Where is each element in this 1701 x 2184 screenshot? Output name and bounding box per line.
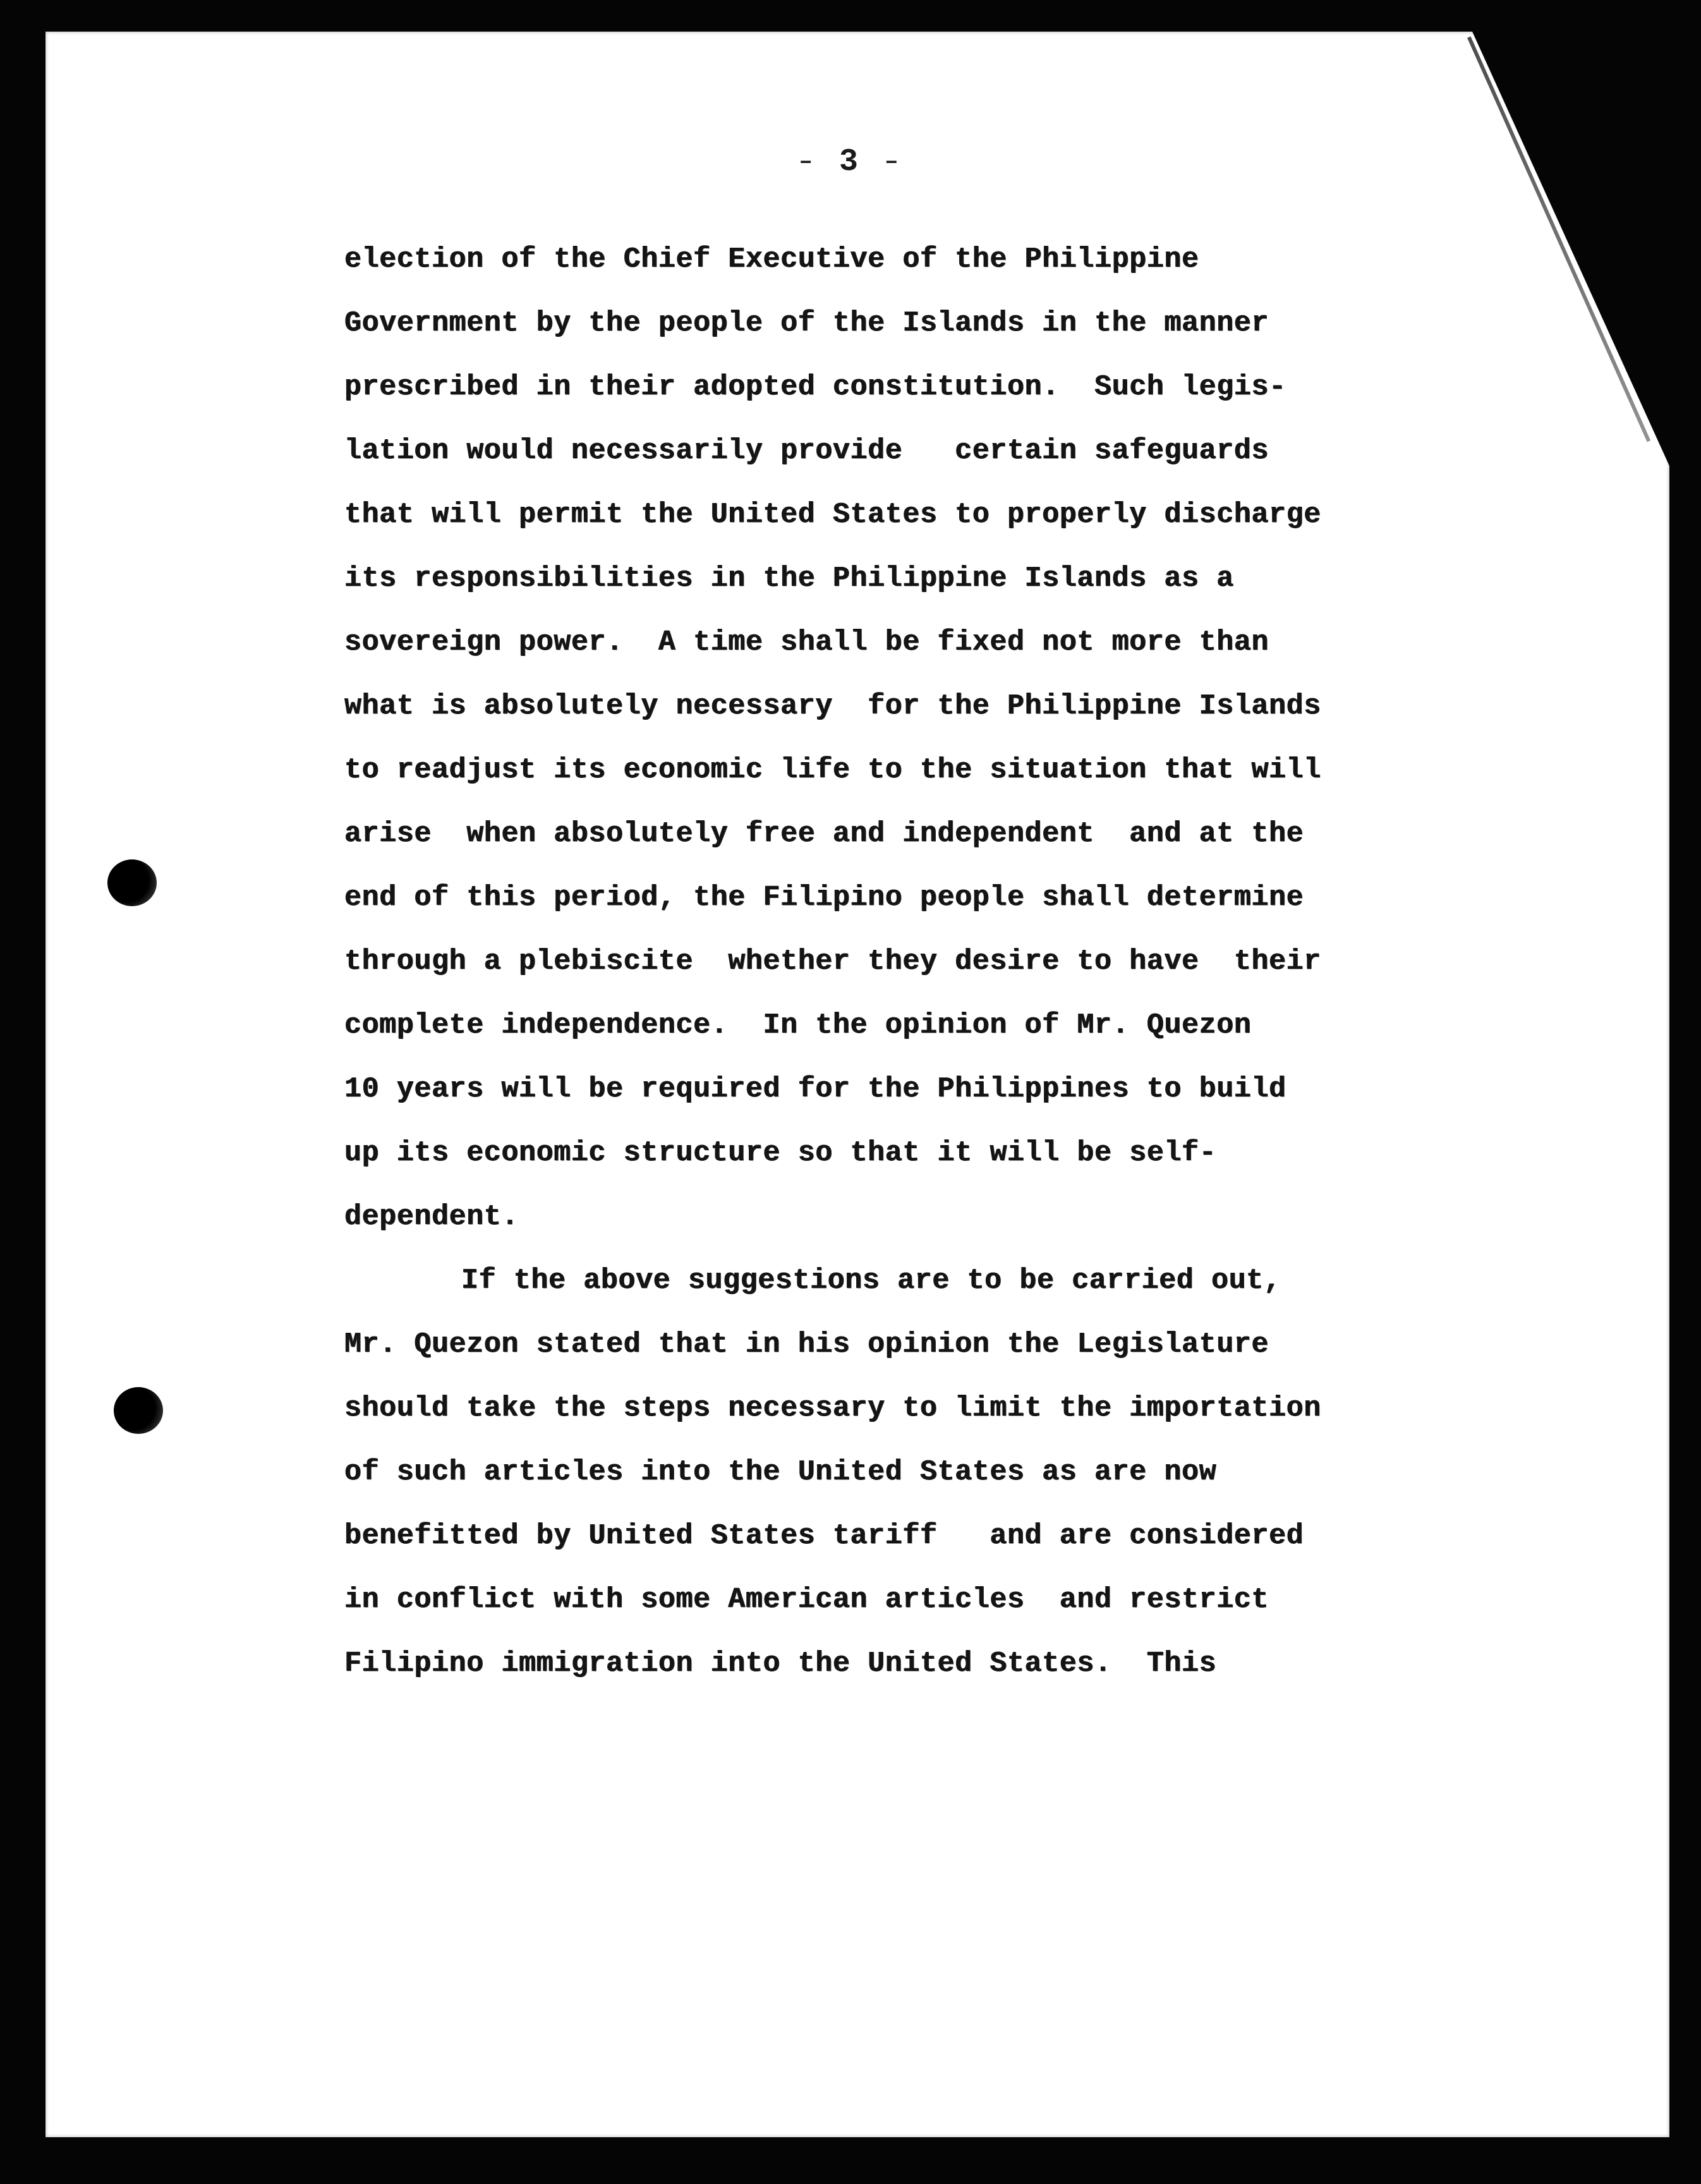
text-line: to readjust its economic life to the situation that will: [344, 754, 1321, 786]
text-line: Government by the people of the Islands in the manner: [344, 307, 1269, 339]
text-line: arise when absolutely free and independent and at the: [344, 818, 1304, 850]
text-line: in conflict with some American articles and restrict: [344, 1584, 1269, 1616]
text-line: prescribed in their adopted constitution. Such legis-: [344, 371, 1286, 403]
text-line: that will permit the United States to properly discharge: [344, 499, 1321, 531]
text-line: benefitted by United States tariff and are considered: [344, 1520, 1304, 1552]
punch-hole-lower: [114, 1387, 163, 1434]
text-line: should take the steps necessary to limit the importation: [344, 1392, 1321, 1424]
text-line: election of the Chief Executive of the Philippine: [344, 243, 1199, 276]
page-number: – 3 –: [799, 144, 902, 180]
text-line: of such articles into the United States as are now: [344, 1456, 1217, 1488]
text-line: 10 years will be required for the Philippines to build: [344, 1073, 1286, 1105]
text-line: If the above suggestions are to be carried out,: [461, 1265, 1281, 1297]
text-line: complete independence. In the opinion of Mr. Quezon: [344, 1009, 1252, 1041]
text-line: sovereign power. A time shall be fixed not more than: [344, 626, 1269, 658]
text-line: Filipino immigration into the United States. This: [344, 1647, 1217, 1680]
text-line: its responsibilities in the Philippine Islands as a: [344, 562, 1234, 595]
text-line: Mr. Quezon stated that in his opinion the Legislature: [344, 1328, 1269, 1361]
text-line: dependent.: [344, 1201, 519, 1233]
text-line: what is absolutely necessary for the Philippine Islands: [344, 690, 1321, 722]
text-line: end of this period, the Filipino people shall determine: [344, 882, 1304, 914]
punch-hole-upper: [107, 859, 157, 906]
text-line: through a plebiscite whether they desire to have their: [344, 945, 1321, 978]
text-line: up its economic structure so that it will be self-: [344, 1137, 1217, 1169]
text-line: lation would necessarily provide certain safeguards: [344, 435, 1269, 467]
